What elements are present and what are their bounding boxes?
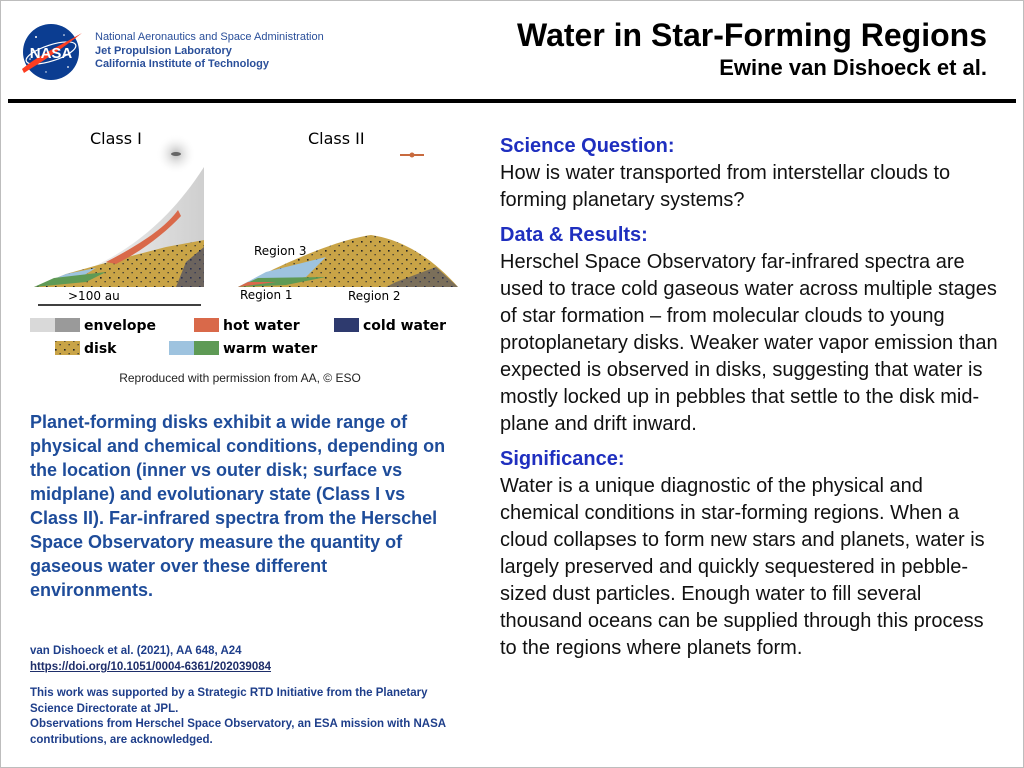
legend-envelope: envelope xyxy=(84,318,157,334)
class1-label: Class I xyxy=(90,129,142,148)
reference-block xyxy=(30,643,460,675)
legend-swatch-disk xyxy=(55,341,80,355)
data-results-heading: Data & Results: xyxy=(500,224,648,246)
legend-swatch-warm-green xyxy=(194,341,219,355)
significance-section xyxy=(500,446,1005,662)
legend-swatch-hot-water xyxy=(194,318,219,332)
disk-diagram xyxy=(26,122,466,362)
lab-name: Jet Propulsion Laboratory xyxy=(95,44,232,57)
acknowledgement-block xyxy=(30,686,460,748)
right-column xyxy=(500,133,1005,670)
legend-swatch-warm-blue xyxy=(169,341,194,355)
summary-text: Planet-forming disks exhibit a wide range of physical and chemical conditions, depending on the location (inner vs outer disk; surface vs midplane) and evolutionary state (Class I vs Class II). Far-infrared spectra from the Herschel Space Observatory measure the quantity of gaseous water over these different environments. xyxy=(30,412,446,600)
ack-support: This work was supported by a Strategic RTD Initiative from the Planetary Science Directorate at JPL. xyxy=(30,687,428,715)
legend-swatch-envelope-light xyxy=(30,318,55,332)
science-question-heading: Science Question: xyxy=(500,135,675,157)
legend-swatch-cold-water xyxy=(334,318,359,332)
svg-text:NASA: NASA xyxy=(29,45,73,62)
citation: van Dishoeck et al. (2021), AA 648, A24 xyxy=(30,645,242,657)
data-results-body: Herschel Space Observatory far-infrared spectra are used to trace cold gaseous water across multiple stages of star formation – from molecular clouds to young protoplanetary disks. Weaker water vapor emission than expected is observed in disks, suggesting that water is mostly locked up in pebbles that settle to the disk mid-plane and drift inward. xyxy=(500,251,998,435)
institute-name: California Institute of Technology xyxy=(95,58,269,70)
legend-disk: disk xyxy=(84,341,117,357)
legend-swatch-envelope-dark xyxy=(55,318,80,332)
ack-observations: Observations from Herschel Space Observatory, an ESA mission with NASA contributions, are acknowledged. xyxy=(30,718,446,746)
legend-cold-water: cold water xyxy=(363,318,447,334)
legend-warm-water: warm water xyxy=(223,341,318,357)
region2-label: Region 2 xyxy=(348,289,401,303)
scale-label: >100 au xyxy=(68,289,120,303)
doi-link[interactable]: https://doi.org/10.1051/0004-6361/202039084 xyxy=(30,661,272,673)
protostar-icon xyxy=(171,152,181,156)
significance-heading: Significance: xyxy=(500,448,625,470)
agency-block xyxy=(95,31,324,72)
science-question-body: How is water transported from interstellar clouds to forming planetary systems? xyxy=(500,162,951,211)
nasa-logo-icon xyxy=(16,23,86,81)
class2-label: Class II xyxy=(308,129,365,148)
region1-label: Region 1 xyxy=(240,288,293,302)
region3-label: Region 3 xyxy=(254,244,307,258)
science-question-section xyxy=(500,133,1005,214)
significance-body: Water is a unique diagnostic of the physical and chemical conditions in star-forming regions. When a cloud collapses to form new stars and planets, water is largely preserved and quickly sequestered in pebble-sized dust particles. Enough water to fill several thousand oceans can be supplied through this process to the regions where planets form. xyxy=(500,475,985,659)
legend-hot-water: hot water xyxy=(223,318,300,334)
authors: Ewine van Dishoeck et al. xyxy=(719,55,987,80)
figure-credit: Reproduced with permission from AA, © ESO xyxy=(119,371,361,385)
header-divider xyxy=(8,99,1016,103)
agency-name: National Aeronautics and Space Administration xyxy=(95,31,324,43)
data-results-section xyxy=(500,222,1005,438)
page-title: Water in Star-Forming Regions xyxy=(517,17,987,53)
